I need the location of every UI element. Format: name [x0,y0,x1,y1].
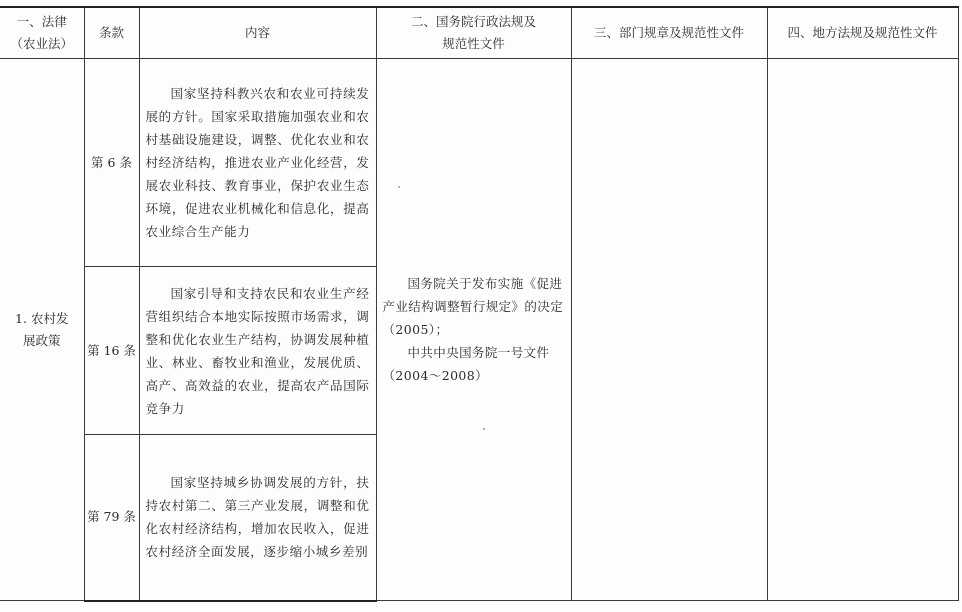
header-content [139,7,376,59]
category-text: 1. 农村发 展政策 [15,310,69,348]
departmental-cell [571,59,767,601]
article-text: 第 16 条 [87,342,136,358]
header-article [84,7,139,59]
content-text: 国家坚持城乡协调发展的方针，扶持农村第二、第三产业发展，调整和优化农村经济结构，增加农民收入，促进农村经济全面发展，逐步缩小城乡差别 [145,475,370,560]
article-text: 第 6 条 [91,154,132,170]
header-state-council [376,7,571,59]
state-council-cell [376,59,571,601]
header-local-text: 四、地方法规及规范性文件 [787,25,938,40]
article-text: 第 79 条 [87,509,136,525]
header-local [767,7,958,59]
category-cell [0,59,84,601]
scan-speck [483,428,485,430]
article-cell [84,435,139,601]
header-law [0,7,84,59]
state-council-item: 中共中央国务院一号文件（2004～2008） [382,345,550,383]
content-text: 国家引导和支持农民和农业生产经营组织结合本地实际按照市场需求，调整和优化农业生产结构，协调发展种植业、林业、畜牧业和渔业，发展优质、高产、高效益的农业，提高农产品国际竞争力 [145,285,370,416]
local-cell [767,59,958,601]
content-cell [139,435,376,601]
header-departmental-text: 三、部门规章及规范性文件 [593,25,744,40]
article-cell [84,59,139,267]
header-law-text: 一、法律 （农业法） [10,14,73,51]
content-cell [139,59,376,267]
content-text: 国家坚持科教兴农和农业可持续发展的方针。国家采取措施加强农业和农村基础设施建设，调整、优化农业和农村经济结构，推进农业产业化经营，发展农业科技、教育事业，保护农业生态环境，促进农业机械化和信息化，提高农业综合生产能力 [145,86,370,239]
article-cell [84,267,139,435]
header-article-text: 条款 [98,25,124,40]
table-row [0,59,958,267]
state-council-item: 国务院关于发布实施《促进产业结构调整暂行规定》的决定（2005）； [382,276,564,337]
header-departmental [571,7,767,59]
header-row [0,7,958,59]
law-table [0,6,959,602]
content-cell [139,267,376,435]
scan-speck [398,186,400,188]
header-content-text: 内容 [244,25,270,40]
header-state-council-text: 二、国务院行政法规及 规范性文件 [410,14,536,51]
